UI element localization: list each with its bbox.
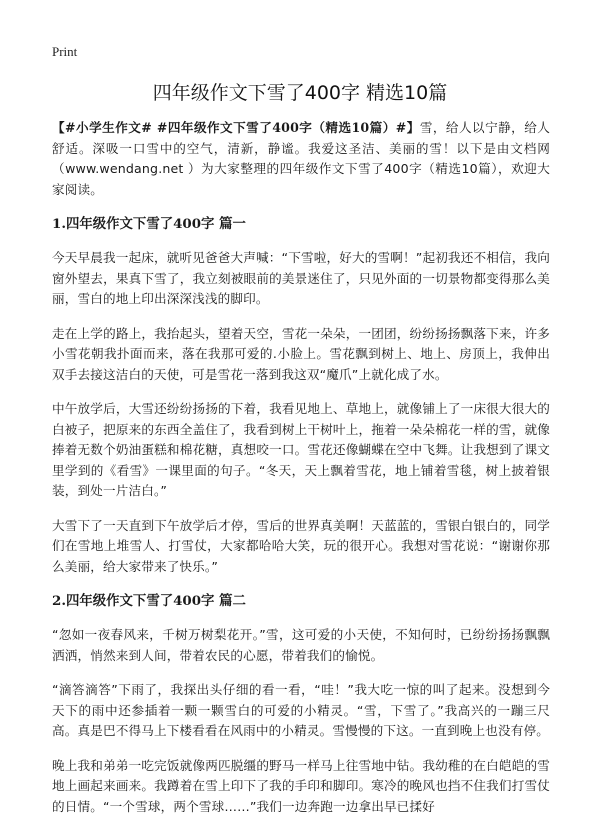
paragraph: “忽如一夜春风来，千树万树梨花开。”雪，这可爱的小天使，不知何时，已纷纷扬扬飘飘洒洒，悄然来到人间，带着农民的心愿，带着我们的愉悦。 — [52, 627, 550, 663]
paragraph: 中午放学后，大雪还纷纷扬扬的下着，我看见地上、草地上，就像铺上了一床很大很大的白被子，把原来的东西全盖住了，我看到树上干树叶上，拖着一朵朵棉花一样的雪，就像捧着无数个奶油蛋糕和棉花糖，真想咬一口。雪花还像蝴蝶在空中飞舞。让我想到了课文里学到的《看雪》一课里面的句子。“冬天，天上飘着雪花，地上铺着雪毯，树上披着银装，到处一片洁白。” — [52, 401, 550, 498]
section-heading-1: 1.四年级作文下雪了400字 篇一 — [52, 216, 246, 232]
section-heading-2: 2.四年级作文下雪了400字 篇二 — [52, 593, 246, 609]
paragraph: “滴答滴答”下雨了，我探出头仔细的看一看，“哇！”我大吃一惊的叫了起来。没想到今天下的雨中还参插着一颗一颗雪白的可爱的小精灵。“雪，下雪了。”我高兴的一蹦三尺高。真是巴不得马上下楼看看在风雨中的小精灵。雪慢慢的下这。一直到晚上也没有停。 — [52, 682, 550, 738]
paragraph: 晚上我和弟弟一吃完饭就像两匹脱缰的野马一样马上往雪地中钻。我幼稚的在白皑皑的雪地上画起来画来。我蹲着在雪上印下了我的手印和脚印。寒冷的晚风也挡不住我们打雪仗的日情。“一个雪球，两个雪球……”我们一边奔跑一边拿出早已揉好 — [52, 757, 550, 814]
article-body — [52, 118, 550, 828]
intro-paragraph — [52, 118, 550, 200]
print-link[interactable]: Print — [52, 44, 78, 59]
intro-text: 雪，给人以宁静，给人舒适。深吸一口雪中的空气，清新，静谧。我爱这圣洁、美丽的雪！以下是由文档网（www.wendang.net ）为大家整理的四年级作文下雪了400字（精选10篇），欢迎大家阅读。 — [52, 120, 551, 197]
paragraph: 走在上学的路上，我抬起头，望着天空，雪花一朵朵，一团团，纷纷扬扬飘落下来，许多小雪花朝我扑面而来，落在我那可爱的.小脸上。雪花飘到树上、地上、房顶上，我伸出双手去接这洁白的天使，可是雪花一落到我这双“魔爪”上就化成了水。 — [52, 325, 550, 382]
paragraph: 大雪下了一天直到下午放学后才停，雪后的世界真美啊！天蓝蓝的，雪银白银白的，同学们在雪地上堆雪人、打雪仗，大家都哈哈大笑，玩的很开心。我想对雪花说：“谢谢你那么美丽，给大家带来了快乐。” — [52, 517, 550, 574]
intro-tag: 【#小学生作文# #四年级作文下雪了400字（精选10篇）#】 — [52, 120, 420, 135]
page-title: 四年级作文下雪了400字 精选10篇 — [152, 82, 448, 104]
paragraph: 今天早晨我一起床，就听见爸爸大声喊：“下雪啦，好大的雪啊！”起初我还不相信，我向窗外望去，果真下雪了，我立刻被眼前的美景迷住了，只见外面的一切景物都变得那么美丽，雪白的地上印出深深浅浅的脚印。 — [52, 250, 550, 306]
